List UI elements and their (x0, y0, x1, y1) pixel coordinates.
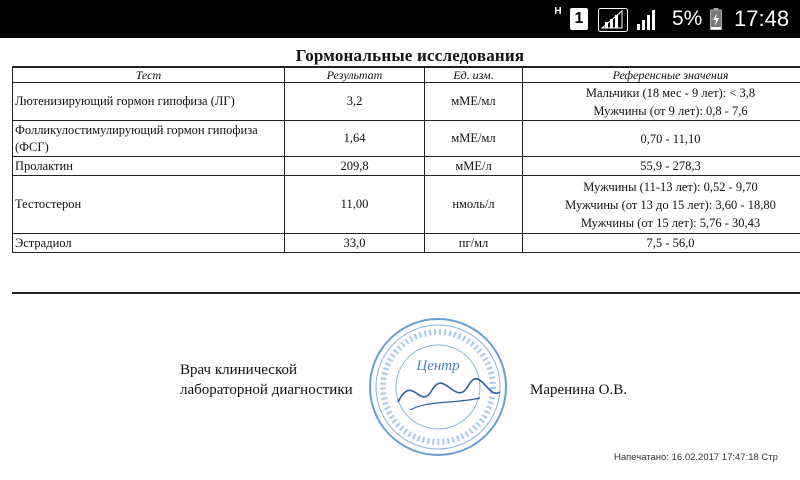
test-result: 209,8 (285, 157, 425, 176)
reference-line: Мужчины (от 15 лет): 5,76 - 30,43 (580, 215, 761, 230)
reference-line: 0,70 - 11,10 (640, 131, 701, 146)
test-result: 33,0 (285, 234, 425, 253)
battery-charging-icon (710, 8, 722, 30)
test-unit: нмоль/л (425, 176, 523, 234)
doctor-title-line: Врач клинической (180, 362, 297, 378)
battery-percent: 5% (672, 7, 703, 30)
reference-line: Мужчины (от 9 лет): 0,8 - 7,6 (593, 103, 748, 118)
reference-values (523, 234, 800, 253)
table-row (13, 83, 800, 121)
doctor-name: Маренина О.В. (530, 382, 627, 398)
stamp (358, 312, 518, 462)
doctor-title (180, 360, 353, 400)
table-header-row (13, 68, 800, 83)
document-title: Гормональные исследования (295, 46, 525, 65)
status-bar (0, 0, 800, 38)
test-unit: пг/мл (425, 234, 523, 253)
reference-line: Мальчики (18 мес - 9 лет): < 3,8 (585, 85, 756, 100)
signal-strength-icon (636, 8, 658, 32)
clock: 17:48 (734, 6, 790, 31)
test-result: 3,2 (285, 83, 425, 121)
results-table (12, 67, 800, 253)
test-name: Фолликулостимулирующий гормон гипофиза (ФСГ) (13, 121, 285, 157)
reference-line: Мужчины (от 13 до 15 лет): 3,60 - 18,80 (565, 197, 776, 212)
reference-line: 7,5 - 56,0 (646, 236, 695, 250)
test-result: 1,64 (285, 121, 425, 157)
printed-timestamp: Напечатано: 16.02.2017 17:47:18 Стр (614, 452, 778, 463)
column-header: Ед. изм. (425, 68, 523, 83)
reference-line: 55,9 - 278,3 (640, 159, 701, 173)
divider (12, 292, 800, 294)
test-result: 11,00 (285, 176, 425, 234)
sim-slot-icon: 1 (570, 8, 588, 30)
stamp-label: Центр (416, 358, 460, 374)
signature-scribble (398, 379, 500, 402)
test-unit: мМЕ/мл (425, 83, 523, 121)
reference-values (523, 121, 800, 157)
reference-values (523, 157, 800, 176)
table-row (13, 234, 800, 253)
test-name: Эстрадиол (13, 234, 285, 253)
reference-values (523, 83, 800, 121)
table-row (13, 157, 800, 176)
doctor-title-line: лабораторной диагностики (180, 382, 353, 398)
column-header: Тест (13, 68, 285, 83)
reference-line: Мужчины (11-13 лет): 0,52 - 9,70 (583, 179, 758, 194)
test-unit: мМЕ/мл (425, 121, 523, 157)
column-header: Результат (285, 68, 425, 83)
test-name: Пролактин (13, 157, 285, 176)
reference-values (523, 176, 800, 234)
network-type-icon: H (554, 6, 562, 17)
signal-strength-icon (598, 8, 628, 32)
table-row (13, 176, 800, 234)
signature-scribble (410, 398, 480, 410)
test-unit: мМЕ/л (425, 157, 523, 176)
column-header: Референсные значения (523, 68, 800, 83)
test-name: Лютенизирующий гормон гипофиза (ЛГ) (13, 83, 285, 121)
test-name: Тестостерон (13, 176, 285, 234)
table-row (13, 121, 800, 157)
